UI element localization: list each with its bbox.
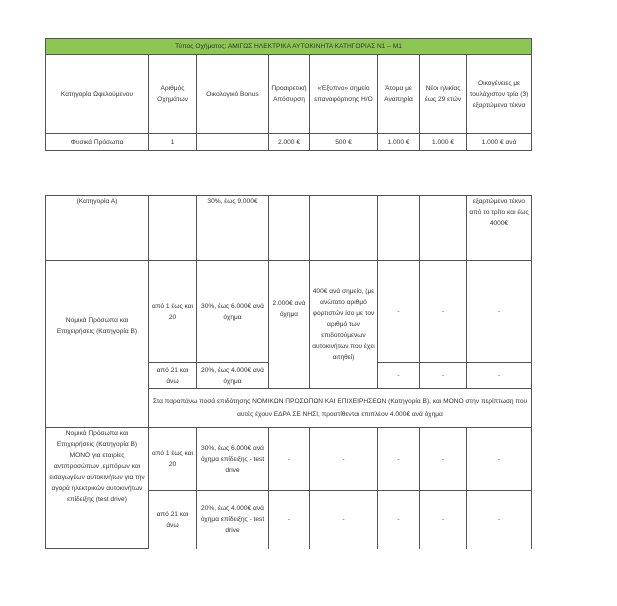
cell: από 21 και άνω: [149, 491, 197, 549]
cell: 1.000 €: [378, 134, 420, 151]
cell: 30%, έως 6.000€ ανά όχημα: [197, 261, 269, 363]
header-cell: Προαιρετική Απόσυρση: [269, 55, 310, 134]
header-cell: Οικολογικό Bonus: [197, 55, 269, 134]
cell: από 21 και άνω: [149, 363, 197, 389]
cell: -: [378, 261, 420, 363]
header-cell: Νέοι ηλικίας έως 29 ετών: [420, 55, 467, 134]
cell: 30%, έως 6.000€ ανά όχημα επίδειξης - test drive: [197, 428, 269, 491]
cell: 30%, έως 9.000€: [197, 196, 269, 261]
table-title: Τύπος Οχήματος: ΑΜΙΓΩΣ ΗΛΕΚΤΡΙΚΑ ΑΥΤΟΚΙΝΗΤΑ ΚΑΤΗΓΟΡΙΑΣ Ν1 – Μ1: [46, 39, 532, 55]
header-cell: Αριθμός Οχημάτων: [149, 55, 197, 134]
table-row: [46, 428, 532, 491]
cell: -: [420, 261, 467, 363]
cell: [149, 196, 197, 261]
cell: -: [269, 428, 310, 491]
cell: 1: [149, 134, 197, 151]
cell: 400€ ανά σημείο, (με ανώτατο αριθμό φορτιστών ίσο με τον αριθμό των επιδοτούμενων αυτοκινήτων που έχει αιτηθεί): [310, 261, 378, 389]
header-cell: Κατηγορία Ωφελούμενου: [46, 55, 149, 134]
cell: εξαρτώμενο τέκνο από το τρίτο και έως 4000€: [467, 196, 532, 261]
header-row: [46, 55, 532, 134]
scrap-value: 2.000€ ανά όχημα: [272, 299, 306, 318]
cell: -: [269, 491, 310, 549]
cell: -: [467, 261, 532, 363]
subsidy-table-header: [45, 38, 532, 151]
cell: -: [378, 491, 420, 549]
header-cell: Άτομα με Αναπηρία: [378, 55, 420, 134]
cell: [310, 196, 378, 261]
cell: -: [420, 363, 467, 389]
header-cell: «Έξυπνο» σημείο επαναφόρτισης Η/Ο: [310, 55, 378, 134]
cell: -: [310, 491, 378, 549]
table-row: [46, 261, 532, 363]
island-note: Στα παραπάνω ποσά επιδότησης ΝΟΜΙΚΩΝ ΠΡΟΣΩΠΩΝ ΚΑΙ ΕΠΙΧΕΙΡΗΣΕΩΝ (Κατηγορία Β), και ΜΟΝΟ στην περίπτωση που αυτές έχουν ΕΔΡΑ ΣΕ ΝΗΣΙ, προστίθενται επιπλέον 4.000€ ανά όχημα: [149, 389, 532, 428]
cell: [378, 196, 420, 261]
cell: -: [467, 491, 532, 549]
cell: Νομικά Πρόσωπα και Επιχειρήσεις (Κατηγορία Β) ΜΟΝΟ για εταιρίες αντιπροσώπων ,εμπόρων και εισαγωγέων αυτοκινήτων για την αγορά ηλεκτρικών αυτοκινήτων επίδειξης (test drive): [46, 428, 149, 549]
cell: [420, 196, 467, 261]
subsidy-table-continued: [45, 195, 532, 549]
cell: 20%, έως 4.000€ ανά όχημα επίδειξης - test drive: [197, 491, 269, 549]
cell: -: [378, 428, 420, 491]
cell: [269, 261, 310, 389]
cell: από 1 έως και 20: [149, 428, 197, 491]
cell: από 1 έως και 20: [149, 261, 197, 363]
table-row: [46, 196, 532, 261]
cell: -: [378, 363, 420, 389]
cell: -: [310, 428, 378, 491]
cell: 1.000 €: [420, 134, 467, 151]
cell: 500 €: [310, 134, 378, 151]
cell: Φυσικά Πρόσωπα: [46, 134, 149, 151]
header-cell: Οικογένειες με τουλάχιστον τρία (3) εξαρτώμενα τέκνα: [467, 55, 532, 134]
cell: [269, 196, 310, 261]
cell: [46, 261, 149, 428]
cell: -: [467, 428, 532, 491]
cell: 1.000 € ανά: [467, 134, 532, 151]
cell: -: [467, 363, 532, 389]
cell: [197, 134, 269, 151]
cell: 20%, έως 4.000€ ανά όχημα: [197, 363, 269, 389]
cell: -: [420, 428, 467, 491]
cell: 2.000 €: [269, 134, 310, 151]
category-label: Νομικά Πρόσωπα και Επιχειρήσεις (Κατηγορία Β): [56, 317, 138, 335]
cell: -: [420, 491, 467, 549]
cell: (Κατηγορία Α): [46, 196, 149, 261]
table-row: [46, 134, 532, 151]
